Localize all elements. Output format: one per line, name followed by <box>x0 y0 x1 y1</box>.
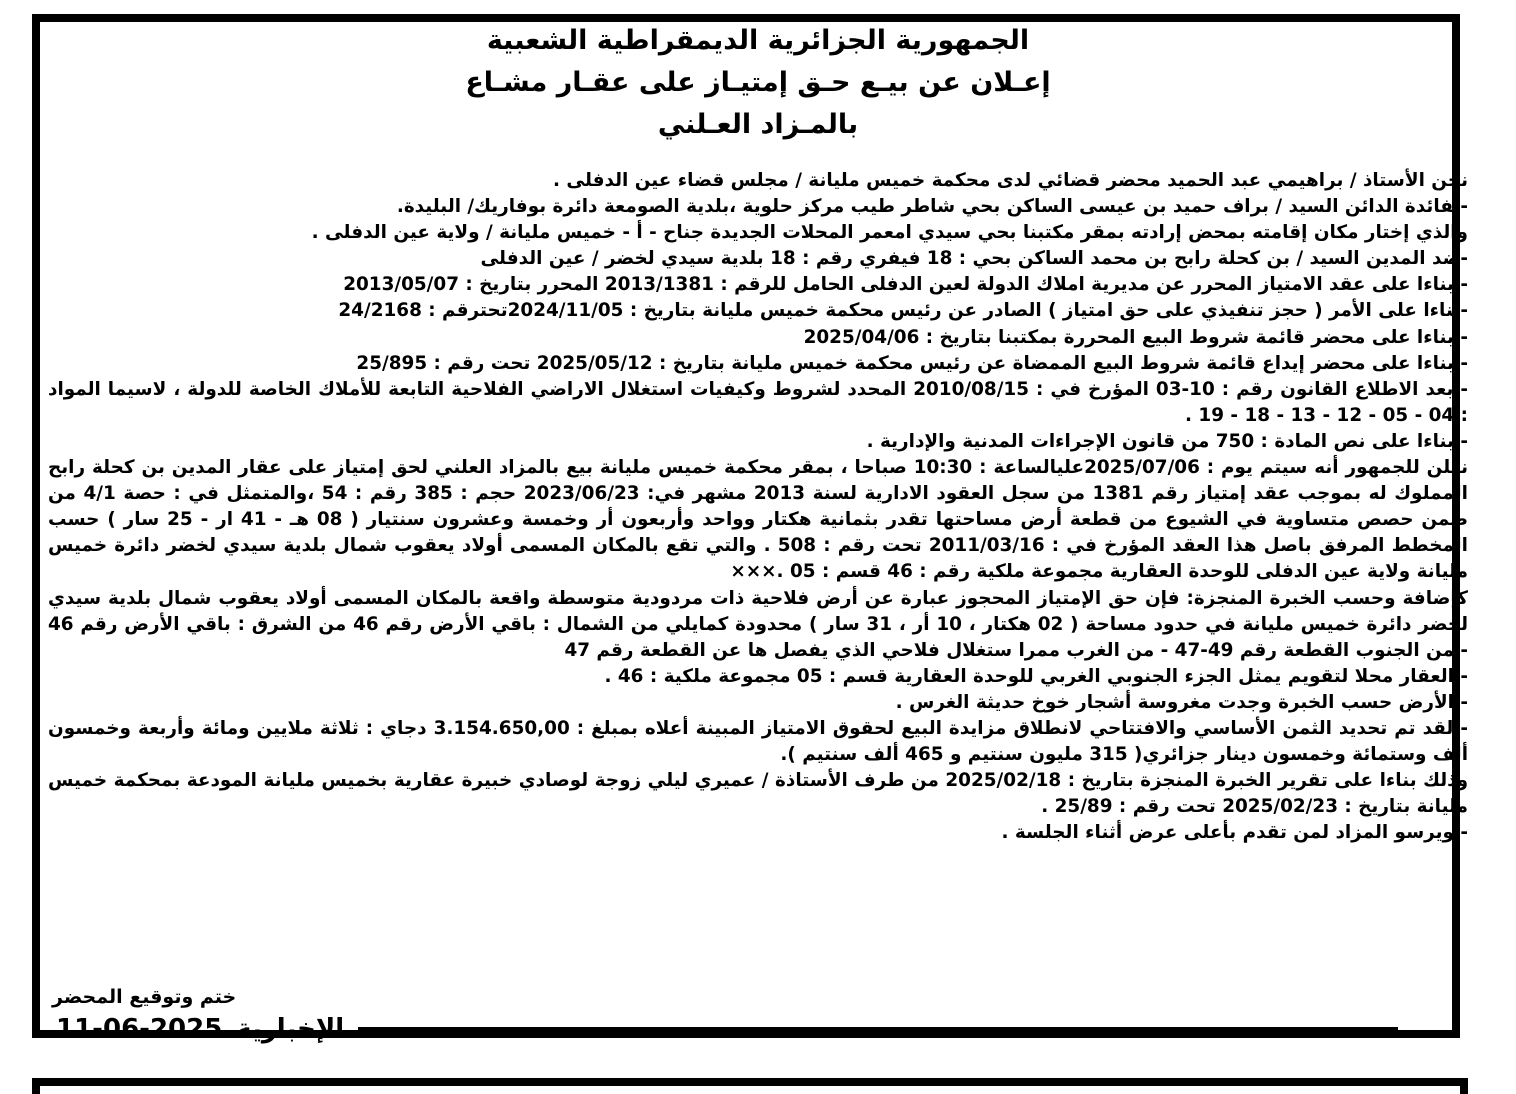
footer-rule <box>358 1027 1398 1032</box>
next-frame-edge <box>32 1078 1468 1094</box>
paragraph-sale-conditions: - بناءا على محضر قائمة شروط البيع المحررة بمكتبنا بتاريخ : 2025/04/06 <box>803 326 1468 348</box>
paragraph-bailiff: نحن الأستاذ / براهيمي عبد الحميد محضر قضائي لدى محكمة خميس مليانة / مجلس قضاء عين الدفلى . <box>552 170 1468 191</box>
republic-title: الجمهورية الجزائرية الديمقراطية الشعبية <box>486 25 1030 56</box>
paragraph-creditor: -لفائدة الدائن السيد / براف حميد بن عيسى الساكن بحي شاطر طيب مركز حلوية ،بلدية الصومعة دائرة بوفاريك/ البليدة. <box>396 196 1468 218</box>
paragraph-land: - الأرض حسب الخبرة وجدت مغروسة أشجار خوخ حديثة الغرس . <box>895 691 1468 713</box>
paragraph-deposit: - بناءا على محضر إيداع قائمة شروط البيع الممضاة عن رئيس محكمة خميس مليانة بتاريخ : 2025/05/12 تحت رقم : 25/895 <box>356 352 1468 374</box>
announcement-body <box>48 168 1468 846</box>
auction-subtitle: بالمـزاد العـلني <box>657 109 859 140</box>
paragraph-law: - بعد الاطلاع القانون رقم : 10-03 المؤرخ في : 2010/08/15 المحدد لشروط وكيفيات استغلال الاراضي الفلاحية التابعة للأملاك الخاصة للدولة ، لاسيما المواد : 04 - 05 - 12 - 13 - 18 - 19 . <box>48 378 1468 426</box>
publication-line <box>56 1014 1398 1044</box>
publication-name: الإخبارية <box>236 1014 345 1044</box>
paragraph-seizure-order: -بناءا على الأمر ( حجز تنفيذي على حق امتياز ) الصادر عن رئيس محكمة خميس مليانة بتاريخ : 2024/11/05تحترقم : 24/2168 <box>338 300 1468 322</box>
paragraph-debtor: -ضد المدين السيد / بن كحلة رابح بن محمد الساكن بحي : 18 فيفري رقم : 18 بلدية سيدي لخضر / عين الدفلى <box>480 248 1468 270</box>
paragraph-award: - ويرسو المزاد لمن تقدم بأعلى عرض أثناء الجلسة . <box>1001 822 1468 844</box>
paragraph-concession-contract: - بناءا على عقد الامتياز المحرر عن مديرية املاك الدولة لعين الدفلى الحامل للرقم : 2013/1381 المحرر بتاريخ : 2013/05/07 <box>343 274 1468 296</box>
paragraph-property: - العقار محلا لتقويم يمثل الجزء الجنوبي الغربي للوحدة العقارية قسم : 05 مجموعة ملكية : 46 . <box>604 665 1468 687</box>
announcement-title: إعـلان عن بيـع حـق إمتيـاز على عقـار مشـاع <box>465 67 1051 98</box>
publication-date: 11-06-2025 <box>56 1014 223 1044</box>
paragraph-domicile: والذي إختار مكان إقامته بمحض إرادته بمقر مكتبنا بحي سيدي امعمر المحلات الجديدة جناح - أ - خميس مليانة / ولاية عين الدفلى . <box>311 222 1468 244</box>
paragraph-article: - بناءا على نص المادة : 750 من قانون الإجراءات المدنية والإدارية . <box>866 430 1468 452</box>
signature-label: ختم وتوقيع المحضر <box>52 986 237 1008</box>
paragraph-price: - لقد تم تحديد الثمن الأساسي والافتتاحي لانطلاق مزايدة البيع لحقوق الامتياز المبينة أعلاه بمبلغ : 3.154.650,00 دجاي : ثلاثة ملايين ومائة وأربعة وخمسون ألف وستمائة وخمسون دينار جزائري( 315 مليون سنتيم و 465 ألف سنتيم ). <box>48 717 1468 766</box>
paragraph-expertise: كإضافة وحسب الخبرة المنجزة: فإن حق الإمتياز المحجوز عبارة عن أرض فلاحية ذات مردودية متوسطة واقعة بالمكان المسمى أولاد يعقوب شمال بلدية سيدي لخضر دائرة خميس مليانة في حدود مساحة ( 02 هكتار ، 10 أر ، 31 سار ) محدودة كمايلي من الشمال : باقي الأرض رقم 46 من الشرق : باقي الأرض رقم 46 - من الجنوب القطعة رقم 49-47 - من الغرب ممرا ستغلال فلاحي الذي يفصل ها عن القطعة رقم 47 <box>48 587 1469 661</box>
paragraph-auction-notice: نعلن للجمهور أنه سيتم يوم : 2025/07/06عليالساعة : 10:30 صباحا ، بمقر محكمة خميس مليانة بيع بالمزاد العلني لحق إمتياز على عقار المدين بن كحلة رابح المملوك له بموجب عقد إمتياز رقم 1381 من سجل العقود الادارية لسنة 2013 مشهر في: 2023/06/23 حجم : 385 رقم : 54 ،والمتمثل في : حصة 4/1 من ضمن حصص متساوية في الشيوع من قطعة أرض مساحتها تقدر بثمانية هكتار وواحد وأربعون أر وخمسة وعشرون سنتيار ( 08 هـ - 41 ار - 25 سار ) حسب المخطط المرفق باصل هذا العقد المؤرخ في : 2011/03/16 تحت رقم : 508 . والتي تقع بالمكان المسمى أولاد يعقوب شمال بلدية سيدي لخضر دائرة خميس مليانة ولاية عين الدفلى للوحدة العقارية مجموعة ملكية رقم : 46 قسم : 05 .××× <box>48 457 1468 583</box>
announcement-header <box>40 20 1476 146</box>
paragraph-expert-report: وذلك بناءا على تقرير الخبرة المنجزة بتاريخ : 2025/02/18 من طرف الأستاذة / عميري ليلي زوجة لوصادي خبيرة عقارية بخميس مليانة المودعة بمحكمة خميس مليانة بتاريخ : 2025/02/23 تحت رقم : 25/89 . <box>48 770 1469 818</box>
